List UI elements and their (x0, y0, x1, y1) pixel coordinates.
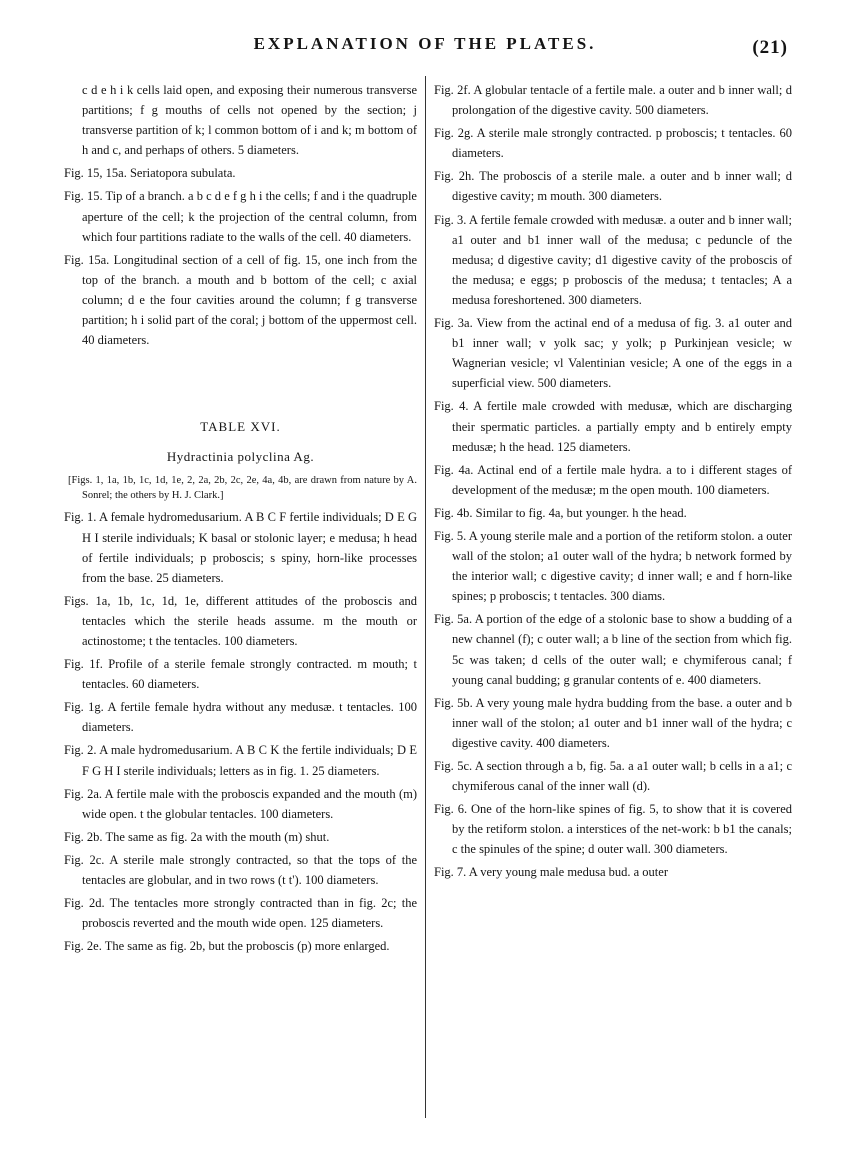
left-column (64, 80, 417, 959)
list-item: Fig. 7. A very young male medusa bud. a outer (434, 865, 668, 880)
list-item: Fig. 1f. Profile of a sterile female strongly contracted. m mouth; t tentacles. 60 diameters. (64, 657, 417, 692)
list-item: Fig. 5a. A portion of the edge of a stolonic base to show a budding of a new channel (f); c outer wall; a b line of the section from which fig. 5c was taken; d cells of the outer wall; e chymiferous canal; f young canal budding; g granular contents of e. 400 diameters. (434, 612, 792, 687)
right-column (434, 80, 792, 886)
running-header-title: EXPLANATION OF THE PLATES. (253, 34, 597, 53)
list-item: Fig. 15. Tip of a branch. a b c d e f g h i the cells; f and i the quadruple aperture of the cell; k the projection of the central column, from which four partitions radiate to the walls of the cell. 40 diameters. (64, 189, 417, 244)
list-item: Fig. 6. One of the horn-like spines of fig. 5, to show that it is covered by the retiform stolon. a interstices of the net-work: b b1 the canals; c the spinules of the spine; d outer wall. 300 diameters. (434, 802, 792, 857)
column-divider (425, 76, 426, 1118)
list-item: Figs. 1a, 1b, 1c, 1d, 1e, different attitudes of the proboscis and tentacles which the sterile heads assume. m the mouth or actinostome; t the tentacles. 100 diameters. (64, 593, 417, 648)
list-item: Fig. 4. A fertile male crowded with medusæ, which are discharging their spermatic particles. a partially empty and b entirely empty medusæ; h the head. 125 diameters. (434, 399, 792, 454)
list-item: Fig. 2f. A globular tentacle of a fertile male. a outer and b inner wall; d prolongation of the digestive cavity. 500 diameters. (434, 83, 792, 118)
list-item: Fig. 15a. Longitudinal section of a cell of fig. 15, one inch from the top of the branch. a mouth and b bottom of the cell; c axial column; d e the four cavities around the column; f g transverse partition; h i solid part of the coral; j bottom of the uppermost cell. 40 diameters. (64, 252, 417, 348)
list-item: Fig. 2d. The tentacles more strongly contracted than in fig. 2c; the proboscis reverted and the mouth wide open. 125 diameters. (64, 896, 417, 931)
list-item: Fig. 2a. A fertile male with the proboscis expanded and the mouth (m) wide open. t the globular tentacles. 100 diameters. (64, 786, 417, 821)
list-item: c d e h i k cells laid open, and exposing their numerous transverse partitions; f g mouths of cells not opened by the section; j transverse partition of k; l common bottom of i and k; m bottom of h and c, and perhaps of others. 5 diameters. (82, 83, 417, 158)
list-item: Fig. 5c. A section through a b, fig. 5a. a a1 outer wall; b cells in a a1; c chymiferous canal of the inner wall (d). (434, 759, 792, 794)
list-item: Fig. 4b. Similar to fig. 4a, but younger. h the head. (434, 505, 687, 520)
list-item: Fig. 1g. A fertile female hydra without any medusæ. t tentacles. 100 diameters. (64, 700, 417, 735)
list-item: Fig. 15, 15a. Seriatopora subulata. (64, 166, 236, 181)
list-item: Fig. 2g. A sterile male strongly contracted. p proboscis; t tentacles. 60 diameters. (434, 126, 792, 161)
table-note: [Figs. 1, 1a, 1b, 1c, 1d, 1e, 2, 2a, 2b, 2c, 2e, 4a, 4b, are drawn from nature by A. Sonrel; the others by H. J. Clark.] (68, 475, 417, 502)
species-heading: Hydractinia polyclina Ag. (166, 449, 315, 465)
table-heading: TABLE XVI. (200, 419, 281, 435)
page-number: (21) (752, 37, 788, 58)
list-item: Fig. 5b. A very young male hydra budding from the base. a outer and b inner wall of the stolon; a1 outer and b1 inner wall of the hydra; c digestive cavity. 400 diameters. (434, 695, 792, 750)
list-item: Fig. 2e. The same as fig. 2b, but the proboscis (p) more enlarged. (64, 939, 390, 954)
list-item: Fig. 1. A female hydromedusarium. A B C F fertile individuals; D E G H I sterile individuals; K basal or stolonic layer; e medusa; h head of fertile individuals; p proboscis; s spiny, horn-like processes from the base. 25 diameters. (64, 510, 417, 585)
list-item: Fig. 2c. A sterile male strongly contracted, so that the tops of the tentacles are globular, and in two rows (t t'). 100 diameters. (64, 852, 417, 887)
list-item: Fig. 3. A fertile female crowded with medusæ. a outer and b inner wall; a1 outer and b1 inner wall of the medusa; c peduncle of the medusa; d digestive cavity; d1 digestive cavity of the proboscis of the medusa; e eggs; p proboscis of the medusa; t tentacles; A a medusa foreshortened. 300 diameters. (434, 212, 792, 307)
list-item: Fig. 2. A male hydromedusarium. A B C K the fertile individuals; D E F G H I sterile individuals; letters as in fig. 1. 25 diameters. (64, 743, 417, 778)
list-item: Fig. 2b. The same as fig. 2a with the mouth (m) shut. (64, 829, 330, 844)
list-item: Fig. 2h. The proboscis of a sterile male. a outer and b inner wall; d digestive cavity; m mouth. 300 diameters. (434, 169, 792, 204)
list-item: Fig. 5. A young sterile male and a portion of the retiform stolon. a outer wall of the stolon; a1 outer wall of the hydra; b network formed by the interior wall; c digestive cavity; d inner wall; e and f horn-like spines; p proboscis; t tentacles. 300 diams. (434, 528, 792, 604)
list-item: Fig. 4a. Actinal end of a fertile male hydra. a to i different stages of development of the medusæ; m the open mouth. 100 diameters. (434, 462, 792, 497)
section-gap (64, 353, 417, 411)
list-item: Fig. 3a. View from the actinal end of a medusa of fig. 3. a1 outer and b1 inner wall; v yolk sac; y yolk; p Purkinjean vesicle; w Wagnerian vesicle; vl Valentinian vesicle; A one of the eggs in a superficial view. 500 diameters. (434, 316, 792, 391)
